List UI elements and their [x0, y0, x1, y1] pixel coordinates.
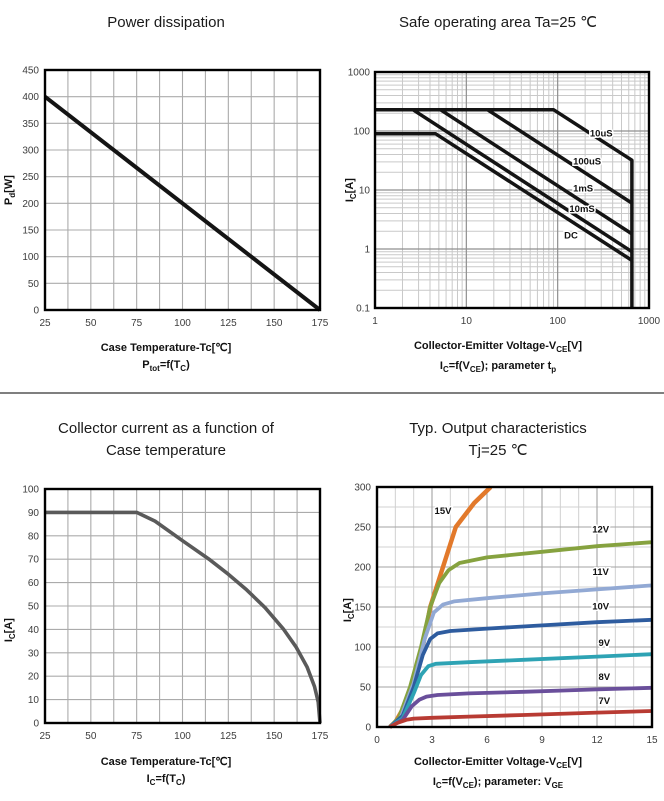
svg-text:0.1: 0.1: [356, 303, 370, 315]
chart-power-dissipation: [0, 0, 332, 377]
chart-title: Power dissipation: [107, 14, 225, 31]
svg-text:25: 25: [39, 318, 51, 329]
svg-text:40: 40: [27, 624, 39, 636]
svg-text:100: 100: [353, 126, 370, 138]
output-characteristics-plot: [332, 468, 664, 752]
chart-output-characteristics: [332, 410, 664, 794]
y-axis-label: $I_C[A]$: [343, 178, 359, 203]
svg-text:1000: 1000: [347, 67, 370, 79]
svg-text:50: 50: [27, 601, 39, 613]
x-axis-label: Collector-Emitter Voltage-$V_{CE}[V]$: [413, 756, 582, 771]
svg-text:100: 100: [354, 642, 371, 654]
svg-text:12: 12: [591, 735, 603, 746]
svg-text:200: 200: [22, 198, 39, 210]
svg-text:300: 300: [22, 145, 39, 157]
svg-text:15V: 15V: [434, 506, 452, 518]
svg-text:90: 90: [27, 507, 39, 519]
chart-title-line1: Collector current as a function of: [58, 420, 274, 437]
svg-text:20: 20: [27, 671, 39, 683]
svg-text:7V: 7V: [598, 695, 611, 707]
svg-text:10uS: 10uS: [589, 128, 613, 140]
soa-plot: [332, 58, 664, 336]
svg-text:DC: DC: [564, 230, 578, 242]
svg-text:15: 15: [646, 735, 658, 746]
y-axis-label: $I_C[A]$: [341, 598, 357, 623]
x-axis-label: Case Temperature-Tc[℃]: [100, 756, 232, 768]
svg-text:70: 70: [27, 554, 39, 566]
chart-title: Safe operating area Ta=25 ℃: [399, 14, 597, 31]
svg-text:150: 150: [265, 318, 283, 329]
svg-text:50: 50: [27, 278, 39, 290]
svg-text:10: 10: [358, 185, 370, 197]
chart-title-line2: Tj=25 ℃: [468, 442, 528, 459]
svg-text:6: 6: [484, 735, 490, 746]
svg-text:1mS: 1mS: [573, 183, 594, 195]
svg-text:12V: 12V: [592, 524, 610, 536]
svg-text:175: 175: [311, 731, 329, 742]
svg-text:75: 75: [131, 731, 143, 742]
svg-text:400: 400: [22, 92, 39, 104]
ic-vs-tc-plot: [0, 472, 332, 752]
svg-text:60: 60: [27, 578, 39, 590]
chart-safe-operating-area: [332, 0, 664, 378]
svg-text:100: 100: [174, 731, 191, 742]
svg-text:100: 100: [22, 252, 39, 264]
svg-text:175: 175: [311, 318, 329, 329]
svg-text:100uS: 100uS: [573, 156, 602, 168]
chart-title-line2: Case temperature: [105, 442, 227, 459]
svg-text:10mS: 10mS: [569, 204, 595, 216]
svg-text:0: 0: [33, 305, 39, 317]
svg-text:9V: 9V: [598, 638, 611, 650]
x-axis-label: Case Temperature-Tc[℃]: [100, 342, 232, 354]
svg-text:80: 80: [27, 531, 39, 543]
svg-text:75: 75: [131, 318, 143, 329]
svg-text:250: 250: [354, 522, 371, 534]
svg-text:125: 125: [219, 731, 237, 742]
svg-text:350: 350: [22, 118, 39, 130]
svg-text:200: 200: [354, 562, 371, 574]
svg-text:150: 150: [265, 731, 283, 742]
svg-text:25: 25: [39, 731, 51, 742]
svg-text:8V: 8V: [598, 671, 611, 683]
svg-text:50: 50: [85, 318, 97, 329]
x-axis-subcaption: $I_C=f(V_{CE})$; parameter: $V_{GE}$: [432, 776, 564, 791]
svg-text:100: 100: [549, 316, 567, 327]
svg-text:30: 30: [27, 648, 39, 660]
svg-text:150: 150: [22, 225, 39, 237]
svg-text:1: 1: [372, 316, 378, 327]
svg-text:3: 3: [429, 735, 435, 746]
svg-text:10: 10: [460, 316, 472, 327]
chart-title-line1: Typ. Output characteristics: [409, 420, 587, 437]
svg-text:0: 0: [33, 718, 39, 730]
svg-text:1000: 1000: [637, 316, 661, 327]
svg-text:50: 50: [85, 731, 97, 742]
svg-text:11V: 11V: [592, 567, 609, 578]
svg-text:0: 0: [374, 735, 380, 746]
x-axis-subcaption: $I_C=f(V_{CE})$; parameter $t_p$: [439, 360, 557, 375]
svg-text:150: 150: [354, 602, 371, 614]
svg-text:125: 125: [219, 318, 237, 329]
y-axis-label: $I_C[A]$: [2, 618, 18, 643]
svg-text:50: 50: [359, 682, 371, 694]
svg-text:9: 9: [539, 735, 545, 746]
svg-text:1: 1: [364, 244, 370, 256]
svg-text:10: 10: [27, 695, 39, 707]
svg-text:450: 450: [22, 65, 39, 77]
svg-text:250: 250: [22, 172, 39, 184]
y-axis-label: $P_d[W]$: [2, 175, 18, 206]
section-divider: [0, 392, 664, 394]
x-axis-subcaption: $I_C=f(T_C)$: [146, 773, 186, 788]
x-axis-label: Collector-Emitter Voltage-$V_{CE}[V]$: [413, 340, 582, 355]
chart-collector-current-vs-temp: [0, 410, 332, 791]
x-axis-subcaption: $P_{tot}=f(T_C)$: [142, 359, 190, 374]
svg-text:300: 300: [354, 482, 371, 494]
power-dissipation-plot: [0, 56, 332, 338]
svg-text:10V: 10V: [592, 601, 610, 613]
svg-text:0: 0: [365, 722, 371, 734]
svg-text:100: 100: [22, 484, 39, 496]
svg-text:100: 100: [174, 318, 191, 329]
